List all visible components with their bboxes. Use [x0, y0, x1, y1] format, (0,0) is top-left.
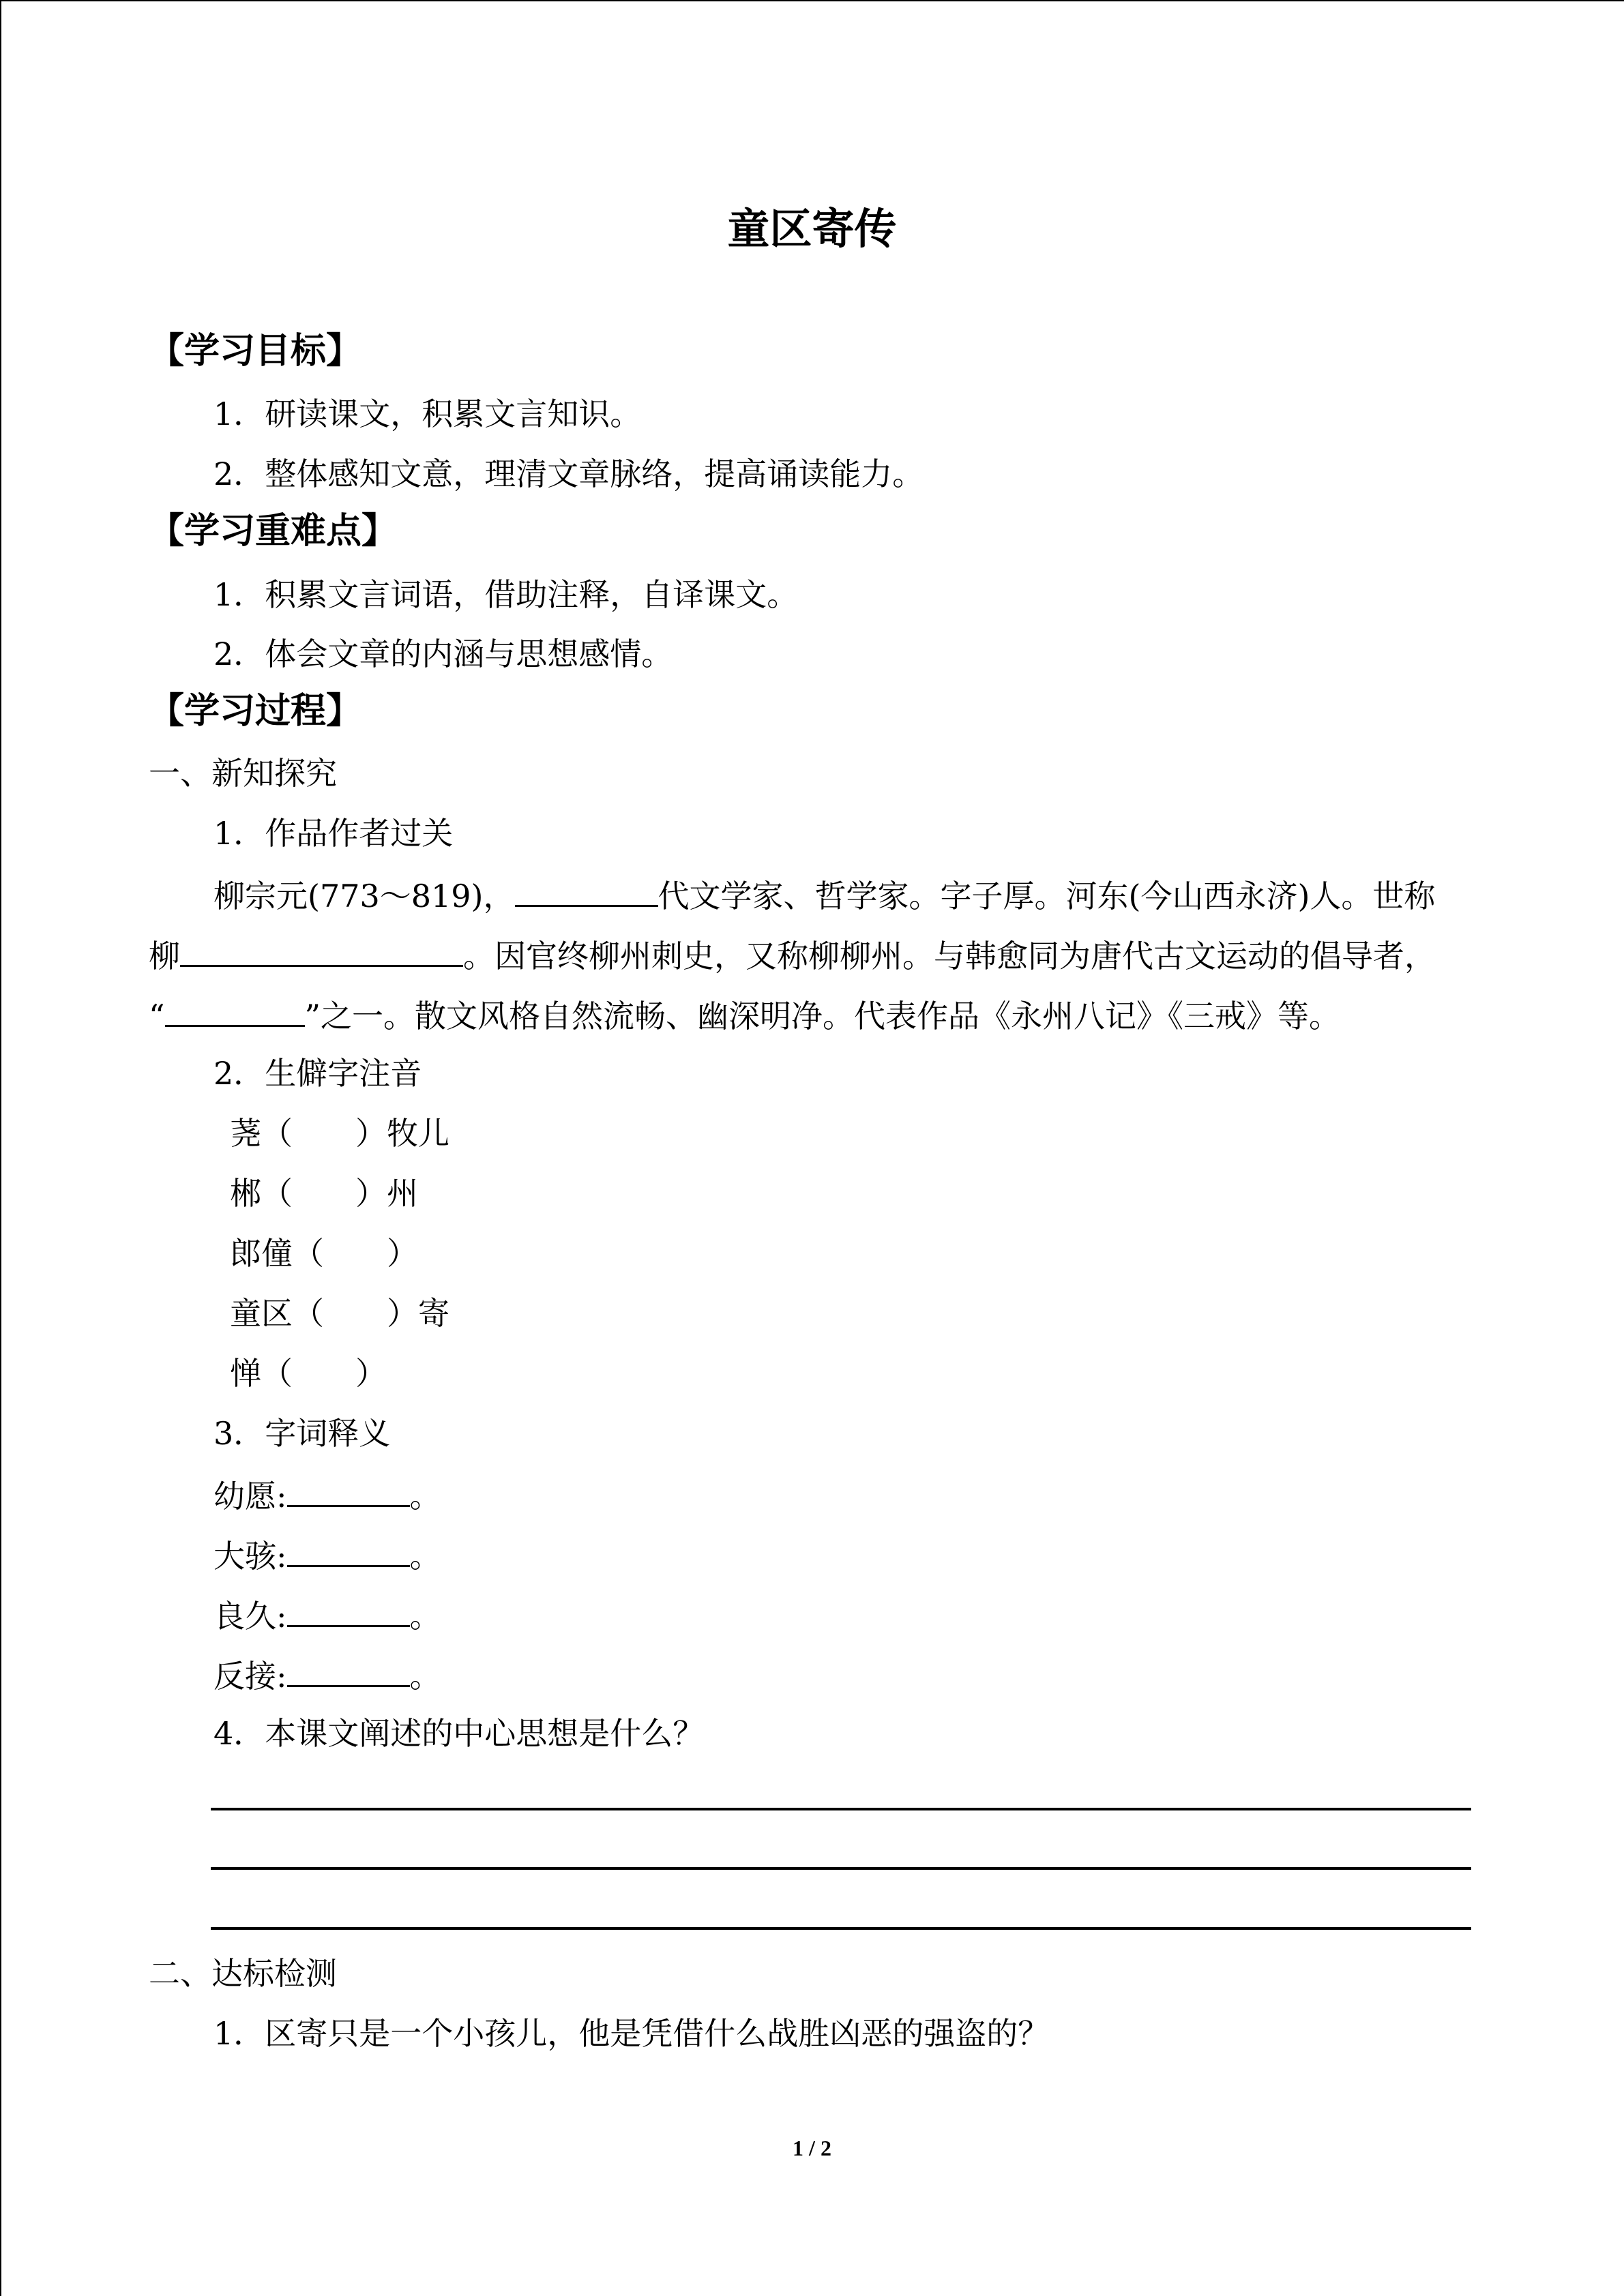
definition-end-2: 。 [409, 1538, 441, 1575]
definition-item-1 [213, 1478, 441, 1515]
pinyin-item-5: 惮（ ） [230, 1355, 387, 1392]
goal-item-2: 2．整体感知文意，理清文章脉络，提高诵读能力。 [213, 456, 924, 492]
definition-term-2: 大骇: [213, 1538, 287, 1575]
definition-item-2 [213, 1538, 441, 1575]
fill-blank-title[interactable] [180, 938, 463, 967]
definition-blank-2[interactable] [287, 1538, 410, 1567]
definition-term-1: 幼愿: [213, 1478, 287, 1515]
definition-item-3 [213, 1598, 441, 1635]
q1-line-1-part-b: 代文学家、哲学家。字子厚。河东(今山西永济)人。世称 [658, 878, 1436, 914]
definition-term-4: 反接: [213, 1658, 287, 1695]
q1-line-2-part-b: 。因官终柳州刺史，又称柳柳州。与韩愈同为唐代古文运动的倡导者， [463, 938, 1436, 974]
q1-line-2 [149, 938, 1436, 972]
fill-blank-dynasty[interactable] [515, 878, 658, 907]
pinyin-item-4: 童区（ ）寄 [230, 1295, 449, 1332]
page-number: 1 / 2 [793, 2136, 831, 2160]
definition-end-4: 。 [409, 1658, 441, 1695]
definition-end-3: 。 [409, 1598, 441, 1635]
q1-line-3-part-a: “ [149, 998, 165, 1034]
key-item-2: 2．体会文章的内涵与思想感情。 [213, 636, 673, 672]
answer-line-2[interactable] [211, 1867, 1471, 1870]
q3-title: 3．字词释义 [213, 1415, 391, 1452]
fill-blank-group[interactable] [165, 998, 305, 1027]
definition-item-4 [213, 1658, 441, 1695]
q1-title: 1．作品作者过关 [213, 815, 454, 852]
definition-blank-1[interactable] [287, 1478, 410, 1507]
goal-item-1: 1．研读课文，积累文言知识。 [213, 396, 642, 432]
q2-title: 2．生僻字注音 [213, 1055, 422, 1092]
part2-q1: 1．区寄只是一个小孩儿，他是凭借什么战胜凶恶的强盗的？ [213, 2015, 1050, 2052]
page-title: 童区寄传 [727, 204, 897, 254]
part2-heading: 二、达标检测 [149, 1955, 337, 1992]
section-heading-goals: 【学习目标】 [149, 330, 362, 372]
answer-line-1[interactable] [211, 1808, 1471, 1810]
definition-end-1: 。 [409, 1478, 441, 1515]
part1-heading: 一、新知探究 [149, 755, 337, 792]
definition-term-3: 良久: [213, 1598, 287, 1635]
key-item-1: 1．积累文言词语，借助注释，自译课文。 [213, 576, 799, 613]
definition-blank-4[interactable] [287, 1658, 410, 1687]
section-heading-key-points: 【学习重难点】 [149, 510, 398, 552]
pinyin-item-2: 郴（ ）州 [230, 1175, 418, 1212]
q4-title: 4．本课文阐述的中心思想是什么？ [213, 1715, 705, 1752]
q1-line-1-part-a: 柳宗元(773～819)， [213, 878, 515, 914]
q1-line-3-part-b: ”之一。散文风格自然流畅、幽深明净。代表作品《永州八记》《三戒》等。 [304, 998, 1341, 1034]
q1-line-1 [213, 878, 1435, 912]
q1-line-2-part-a: 柳 [149, 938, 180, 974]
q1-line-3 [149, 998, 1340, 1032]
answer-line-3[interactable] [211, 1927, 1471, 1930]
pinyin-item-1: 荛（ ）牧儿 [230, 1115, 449, 1152]
definition-blank-3[interactable] [287, 1598, 410, 1627]
section-heading-process: 【学习过程】 [149, 690, 362, 732]
pinyin-item-3: 郎僮（ ） [230, 1235, 418, 1272]
